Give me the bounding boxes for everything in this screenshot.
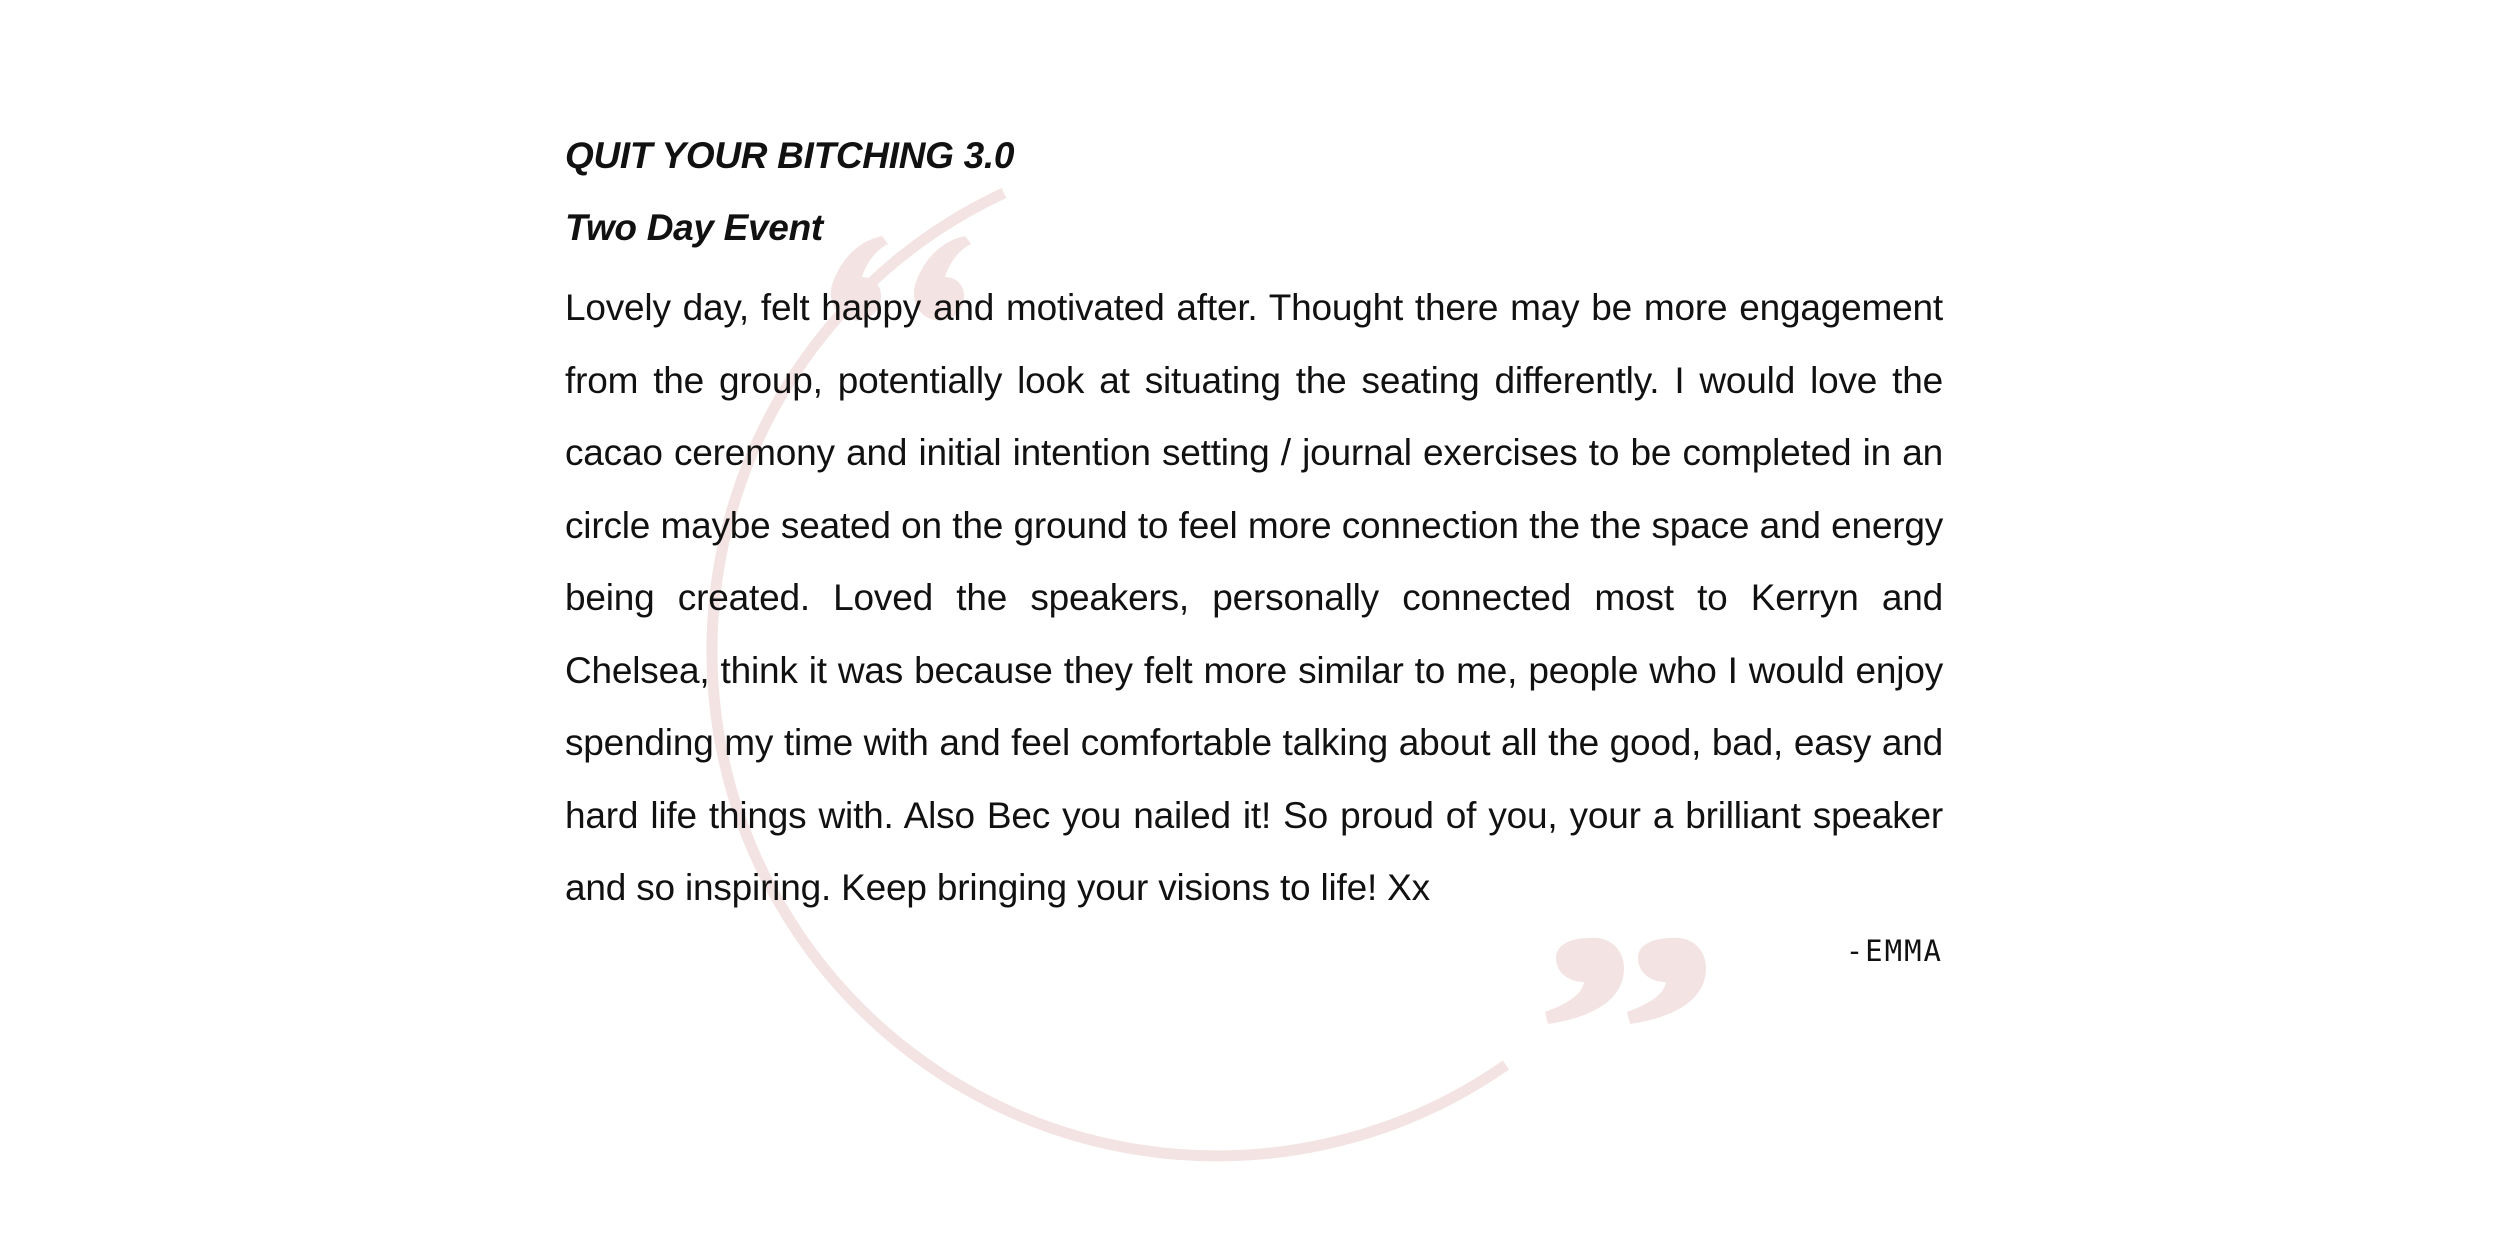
event-title: QUIT YOUR BITCHING 3.0 (565, 135, 1015, 176)
testimonial-text: Lovely day, felt happy and motivated after. Thought there may be more engagement from the group, potentially look at situating the seating differently. I would love the cacao ceremony and initial intention setting / journal exercises to be completed in an circle maybe seated on the ground to feel more connection the the space and energy being created. Loved the speakers, personally connected most to Kerryn and Chelsea, think it was because they felt more similar to me, people who I would enjoy spending my time with and feel comfortable talking about all the good, bad, easy and hard life things with. Also Bec you nailed it! So proud of you, your a brilliant speaker and so inspiring. Keep bringing your visions to life! Xx (565, 287, 1943, 908)
testimonial-card (565, 128, 1943, 971)
testimonial-author: -EMMA (1845, 933, 1943, 968)
event-subtitle: Two Day Event (565, 207, 823, 248)
